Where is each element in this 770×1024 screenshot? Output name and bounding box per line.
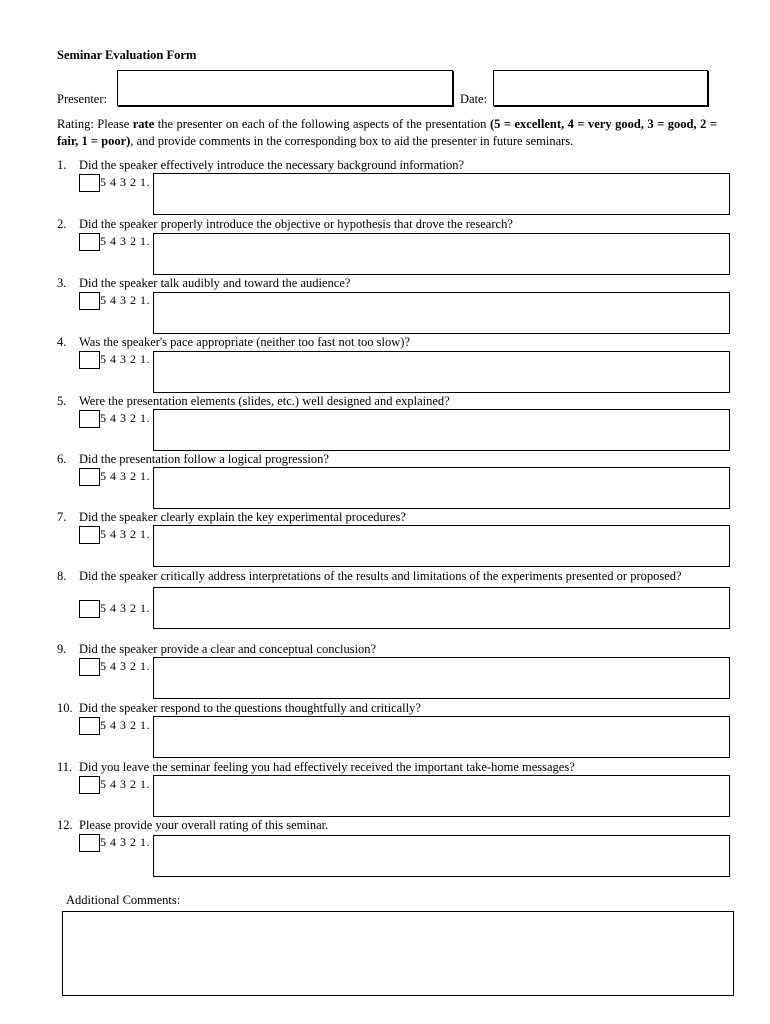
rating-instructions: Rating: Please rate the presenter on each of the following aspects of the presentation (5 = excellent, 4 = very good, 3 = good, 2 = fair, 1 = poor), and provide comments in the corresponding box to aid the presenter in future seminars. [57, 117, 717, 148]
rating-checkbox[interactable] [79, 468, 100, 486]
presenter-field[interactable] [117, 70, 453, 106]
rating-scale: 5 4 3 2 1. [100, 601, 150, 615]
comment-box[interactable] [153, 835, 730, 877]
rating-scale: 5 4 3 2 1. [100, 411, 150, 425]
rating-scale: 5 4 3 2 1. [100, 777, 150, 791]
presenter-label: Presenter: [57, 92, 107, 106]
rating-scale: 5 4 3 2 1. [100, 718, 150, 732]
rating-checkbox[interactable] [79, 776, 100, 794]
question-text: Did the speaker properly introduce the objective or hypothesis that drove the research? [79, 217, 513, 231]
question-text: Did the speaker clearly explain the key experimental procedures? [79, 510, 406, 524]
question-6: 6. Did the presentation follow a logical progression? [57, 452, 329, 466]
rating-checkbox[interactable] [79, 174, 100, 192]
comment-box[interactable] [153, 292, 730, 334]
rating-scale: 5 4 3 2 1. [100, 293, 150, 307]
question-12: 12. Please provide your overall rating of this seminar. [57, 818, 329, 832]
rating-checkbox[interactable] [79, 834, 100, 852]
rating-checkbox[interactable] [79, 292, 100, 310]
comment-box[interactable] [153, 233, 730, 275]
comment-box[interactable] [153, 409, 730, 451]
rating-checkbox[interactable] [79, 351, 100, 369]
rating-scale: 5 4 3 2 1. [100, 527, 150, 541]
comment-box[interactable] [153, 775, 730, 817]
rating-scale: 5 4 3 2 1. [100, 469, 150, 483]
additional-comments-box[interactable] [62, 911, 734, 996]
question-text: Did the speaker critically address interpretations of the results and limitations of the experiments presented or proposed? [79, 569, 682, 583]
question-2: 2. Did the speaker properly introduce the objective or hypothesis that drove the research? [57, 217, 513, 231]
additional-comments-label: Additional Comments: [66, 893, 181, 907]
comment-box[interactable] [153, 657, 730, 699]
comment-box[interactable] [153, 716, 730, 758]
question-11: 11. Did you leave the seminar feeling you had effectively received the important take-home messages? [57, 760, 575, 774]
rating-scale: 5 4 3 2 1. [100, 352, 150, 366]
question-9: 9. Did the speaker provide a clear and conceptual conclusion? [57, 642, 377, 656]
rating-scale: 5 4 3 2 1. [100, 234, 150, 248]
comment-box[interactable] [153, 467, 730, 509]
question-5: 5. Were the presentation elements (slides, etc.) well designed and explained? [57, 394, 450, 408]
rating-checkbox[interactable] [79, 600, 100, 618]
question-4: 4. Was the speaker's pace appropriate (neither too fast not too slow)? [57, 335, 410, 349]
question-7: 7. Did the speaker clearly explain the key experimental procedures? [57, 510, 406, 524]
rating-checkbox[interactable] [79, 717, 100, 735]
comment-box[interactable] [153, 351, 730, 393]
comment-box[interactable] [153, 587, 730, 629]
question-text: Was the speaker's pace appropriate (neither too fast not too slow)? [79, 335, 410, 349]
question-1: 1. Did the speaker effectively introduce the necessary background information? [57, 158, 465, 172]
rating-scale: 5 4 3 2 1. [100, 175, 150, 189]
question-text: Did the speaker respond to the questions thoughtfully and critically? [79, 701, 421, 715]
question-text: Did you leave the seminar feeling you had effectively received the important take-home messages? [79, 760, 575, 774]
rating-checkbox[interactable] [79, 526, 100, 544]
form-title: Seminar Evaluation Form [57, 48, 197, 62]
rating-scale: 5 4 3 2 1. [100, 659, 150, 673]
question-8: 8. Did the speaker critically address interpretations of the results and limitations of the experiments presented or proposed? [57, 569, 682, 583]
rating-checkbox[interactable] [79, 410, 100, 428]
rating-checkbox[interactable] [79, 233, 100, 251]
rating-checkbox[interactable] [79, 658, 100, 676]
date-label: Date: [460, 92, 488, 106]
question-text: Did the speaker effectively introduce the necessary background information? [79, 158, 465, 172]
question-text: Did the speaker talk audibly and toward the audience? [79, 276, 351, 290]
question-text: Did the presentation follow a logical progression? [79, 452, 329, 466]
question-3: 3. Did the speaker talk audibly and toward the audience? [57, 276, 351, 290]
comment-box[interactable] [153, 173, 730, 215]
question-text: Did the speaker provide a clear and conceptual conclusion? [79, 642, 377, 656]
question-text: Were the presentation elements (slides, etc.) well designed and explained? [79, 394, 450, 408]
question-10: 10. Did the speaker respond to the questions thoughtfully and critically? [57, 701, 421, 715]
comment-box[interactable] [153, 525, 730, 567]
date-field[interactable] [493, 70, 708, 106]
rating-scale: 5 4 3 2 1. [100, 835, 150, 849]
question-text: Please provide your overall rating of this seminar. [79, 818, 329, 832]
